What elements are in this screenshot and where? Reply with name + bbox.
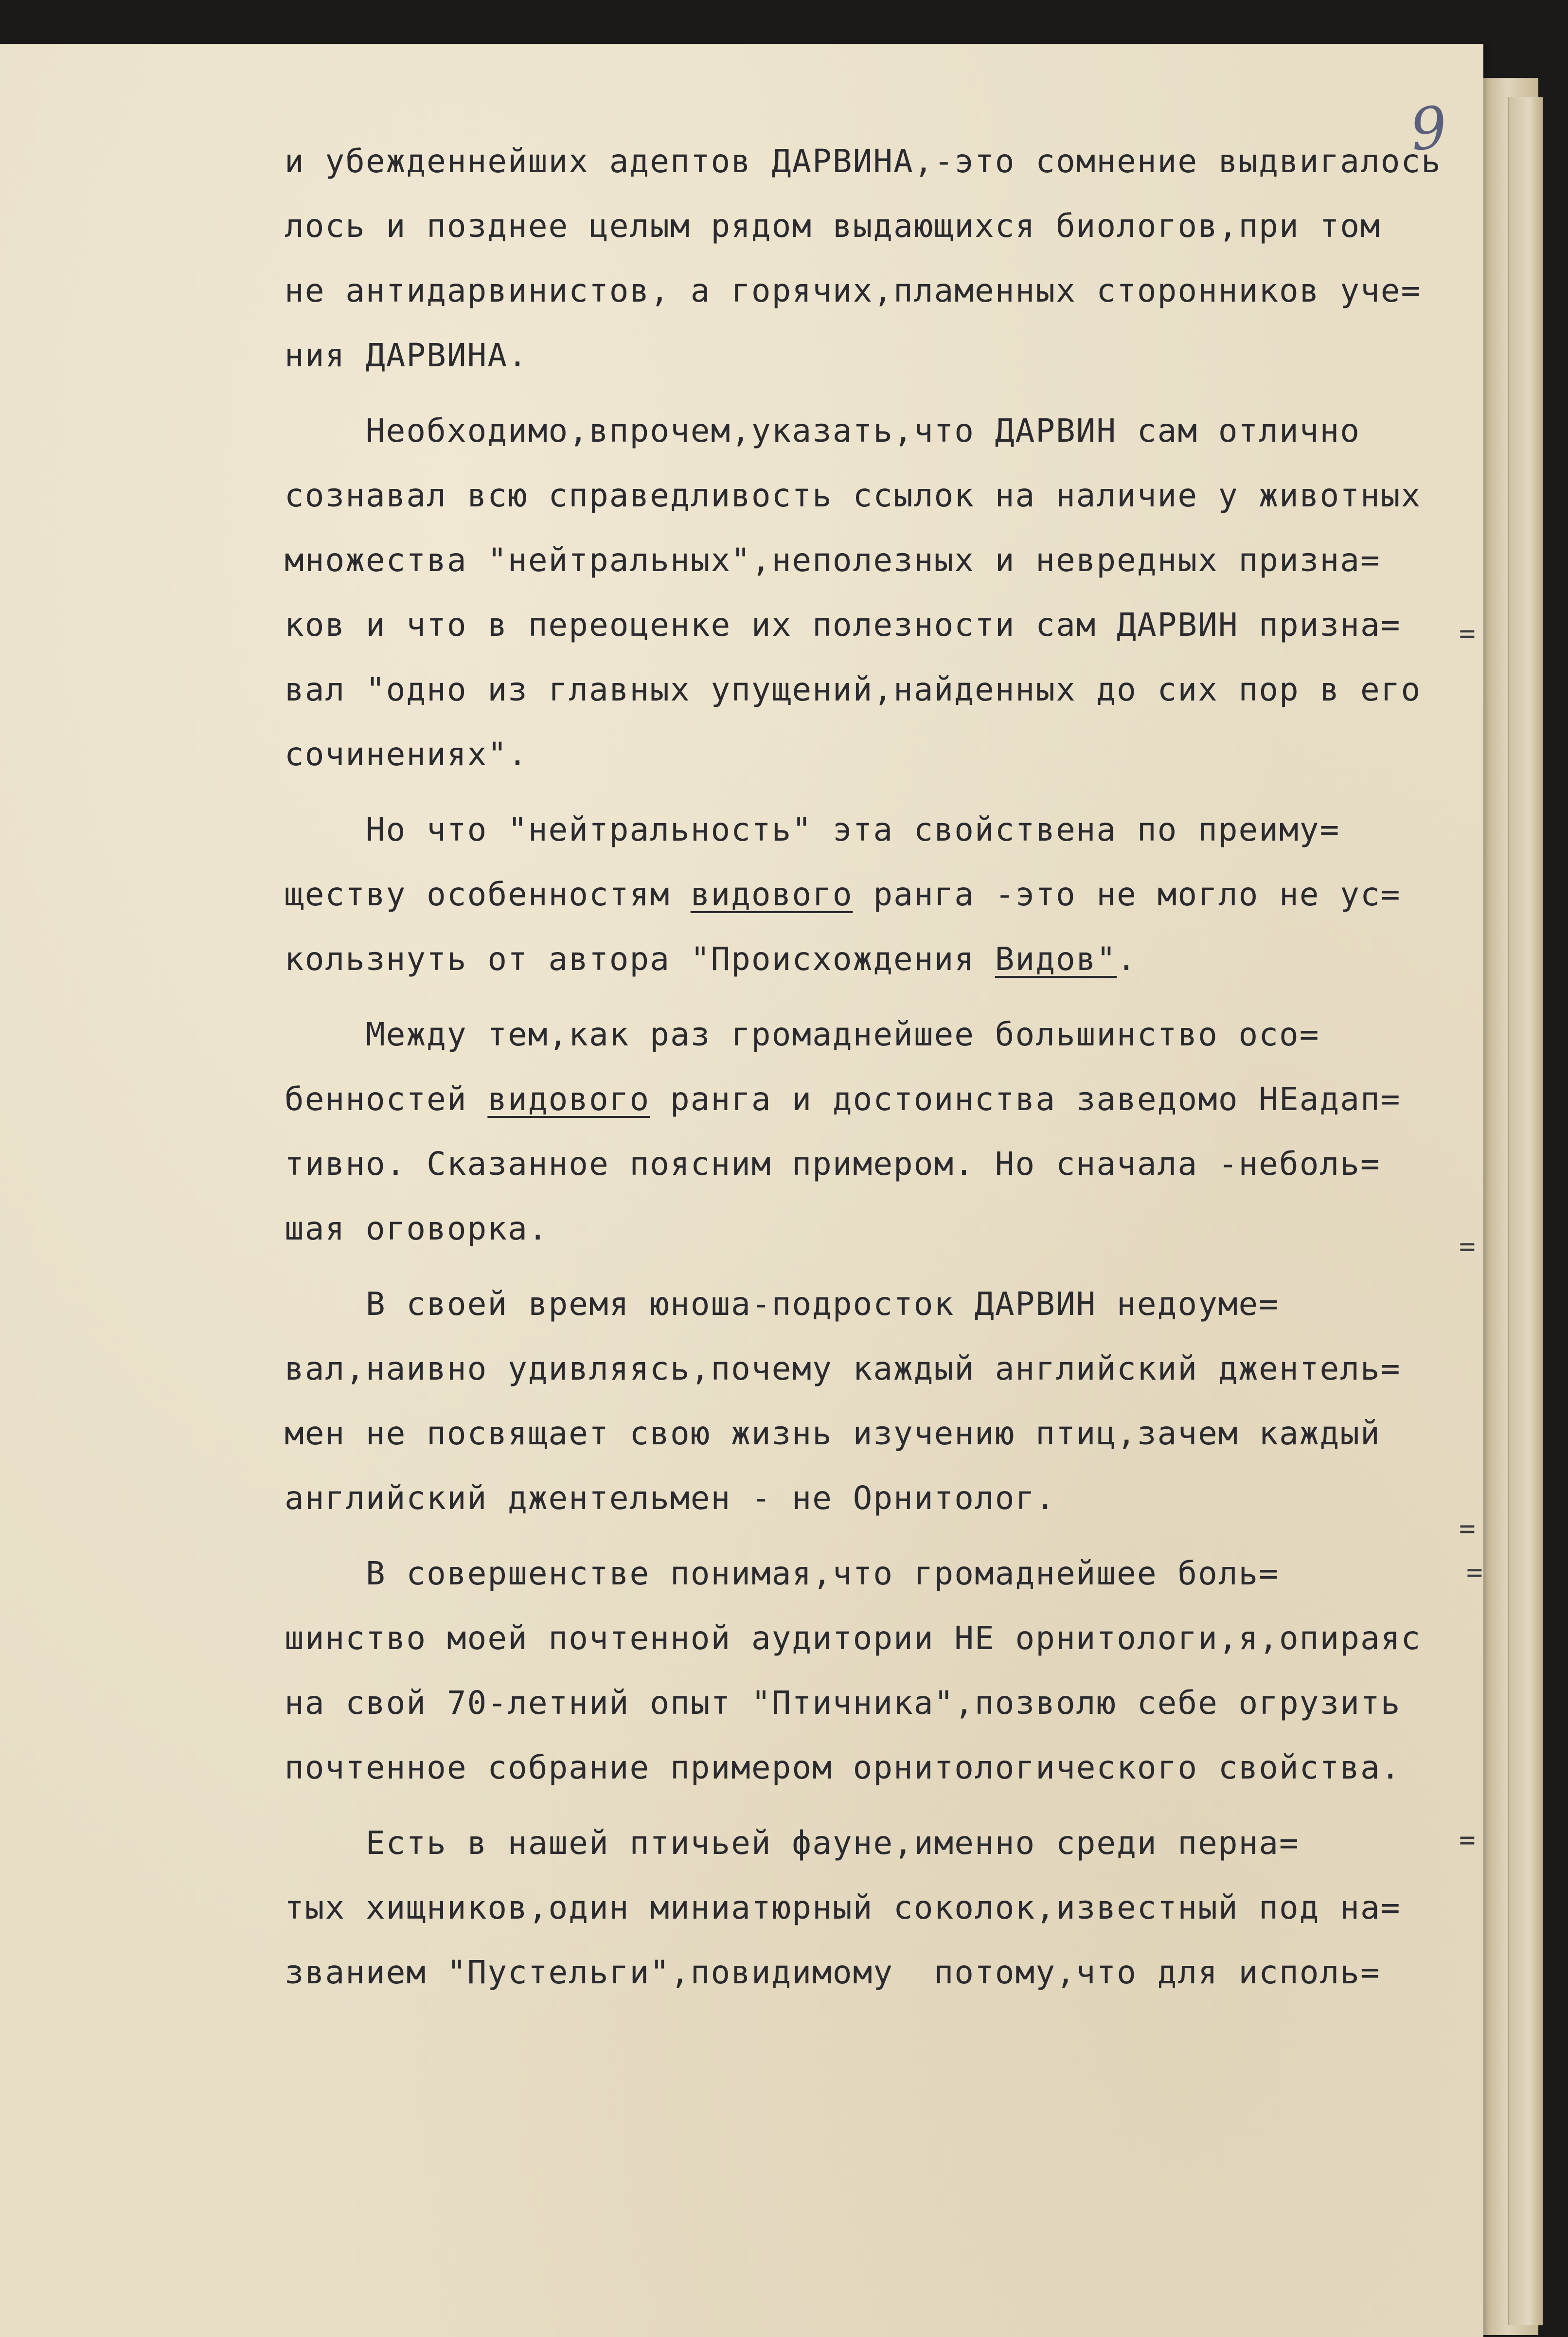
text-line: [285, 1196, 1481, 1261]
text-segment: бенностей: [285, 1080, 488, 1118]
text-line: [285, 1067, 1481, 1132]
underlying-pages-edge: [1508, 97, 1543, 2325]
text-segment: кользнуть от автора "Происхождения: [285, 940, 995, 978]
text-line: В своей время юноша-подросток ДАРВИН недоуме=: [285, 1285, 1280, 1323]
paragraph-gap: [285, 1800, 1481, 1811]
margin-mark: =: [1459, 1231, 1476, 1262]
text-line: тых хищников,один миниатюрный соколок,известный под на=: [285, 1889, 1401, 1926]
paragraph-gap: [285, 787, 1481, 797]
paragraph-gap: [285, 388, 1481, 398]
paragraph-gap: [285, 991, 1481, 1002]
margin-mark: =: [1466, 1557, 1483, 1588]
margin-mark: =: [1459, 1513, 1476, 1545]
paragraph-gap: [285, 1261, 1481, 1272]
text-line: на свой 70-летний опыт "Птичника",позволю себе огрузить: [285, 1684, 1401, 1722]
text-line: [285, 862, 1481, 927]
handwritten-page-number: 9: [1407, 93, 1451, 164]
text-line: множества "нейтральных",неполезных и невредных призна=: [285, 541, 1381, 579]
text-segment: Но что "нейтральность" эта свойствена по преиму=: [285, 811, 1340, 848]
text-line: Есть в нашей птичьей фауне,именно среди перна=: [285, 1824, 1300, 1862]
text-line: сознавал всю справедливость ссылок на наличие у животных: [285, 477, 1422, 514]
text-line: [285, 797, 1481, 862]
text-line: и убежденнейших адептов ДАРВИНА,-это сомнение выдвигалось: [285, 143, 1442, 180]
margin-mark: =: [1459, 1824, 1476, 1856]
text-segment: шая оговорка.: [285, 1210, 549, 1247]
text-segment: ранга -это не могло не ус=: [853, 876, 1401, 913]
text-line: [285, 927, 1481, 991]
text-line: вал "одно из главных упущений,найденных до сих пор в его: [285, 671, 1422, 708]
text-line: мен не посвящает свою жизнь изучению птиц,зачем каждый: [285, 1415, 1381, 1452]
text-line: почтенное собрание примером орнитологического свойства.: [285, 1749, 1401, 1786]
page-text: [285, 129, 1481, 2005]
underlined-word: видового: [690, 876, 853, 913]
text-line: ков и что в переоценке их полезности сам ДАРВИН призна=: [285, 606, 1401, 644]
text-segment: ществу особенностям: [285, 876, 691, 913]
text-segment: Между тем,как раз громаднейшее большинство осо=: [285, 1016, 1320, 1053]
text-line: вал,наивно удивляясь,почему каждый английский джентель=: [285, 1350, 1401, 1387]
paragraph-gap: [285, 1530, 1481, 1541]
typewritten-page: [0, 44, 1483, 2337]
text-line: В совершенстве понимая,что громаднейшее боль=: [285, 1555, 1280, 1592]
text-segment: тивно. Сказанное поясним примером. Но сначала -неболь=: [285, 1145, 1381, 1183]
text-line: сочинениях".: [285, 736, 528, 773]
text-line: Необходимо,впрочем,указать,что ДАРВИН сам отлично: [285, 412, 1360, 449]
text-line: лось и позднее целым рядом выдающихся биологов,при том: [285, 207, 1381, 245]
text-line: званием "Пустельги",повидимому потому,что для исполь=: [285, 1954, 1381, 1991]
text-line: английский джентельмен - не Орнитолог.: [285, 1479, 1056, 1517]
margin-mark: =: [1459, 618, 1476, 649]
underlined-word: Видов": [995, 940, 1117, 978]
text-segment: .: [1117, 940, 1137, 978]
text-line: [285, 1132, 1481, 1196]
text-segment: ранга и достоинства заведомо НЕадап=: [650, 1080, 1401, 1118]
text-line: ния ДАРВИНА.: [285, 337, 528, 374]
underlined-word: видового: [487, 1080, 650, 1118]
text-line: шинство моей почтенной аудитории НЕ орнитологи,я,опираяс: [285, 1619, 1422, 1657]
text-line: [285, 1002, 1481, 1067]
text-line: не антидарвинистов, а горячих,пламенных сторонников уче=: [285, 272, 1422, 309]
